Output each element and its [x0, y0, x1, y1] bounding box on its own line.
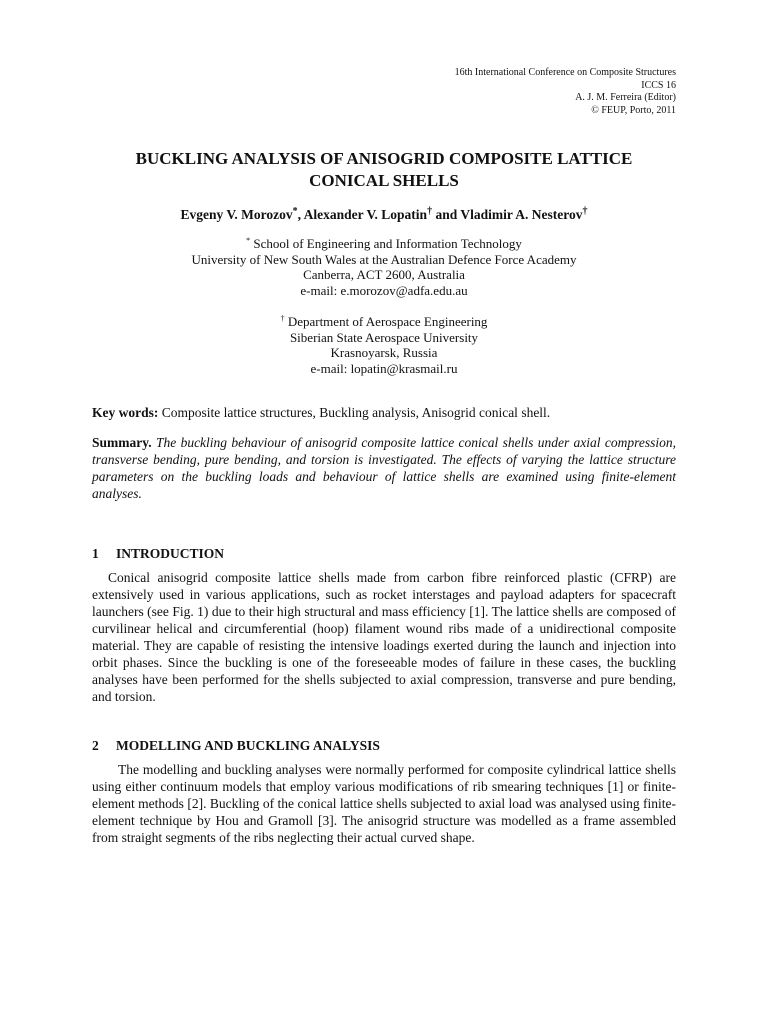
affiliation-sibsau-email: e-mail: lopatin@krasmail.ru — [310, 360, 458, 376]
keywords — [92, 404, 676, 421]
keywords-text: Composite lattice structures, Buckling analysis, Anisogrid conical shell. — [158, 405, 551, 420]
affiliation-unsw-line-1 — [92, 236, 676, 252]
section-heading-introduction — [92, 545, 676, 562]
summary-text: The buckling behaviour of anisogrid composite lattice conical shells under axial compression, transverse bending, pure bending, and torsion is investigated. The effects of varying the lattice structure parameters on the buckling loads and behaviour of lattice shells are examined using finite-element analyses. — [92, 435, 676, 501]
affiliation-sibsau — [92, 314, 676, 376]
author-nesterov-affiliation-mark: † — [582, 206, 588, 217]
affiliation-sibsau-line-1 — [92, 314, 676, 330]
modelling-paragraph: The modelling and buckling analyses were normally performed for composite cylindrical lattice shells using either continuum models that employ various modifications of rib smearing techniques [1] or finite-element methods [2]. Buckling of the conical lattice shells subjected to axial load was analysed using finite-element technique by Hou and Gramoll [3]. The anisogrid structure was modelled as a frame assembled from straight segments of the ribs neglecting their actual curved shape. — [92, 762, 676, 845]
section-number: 1 — [92, 546, 99, 561]
author-lopatin: , Alexander V. Lopatin — [297, 207, 428, 222]
author-lopatin-affiliation-mark: † — [427, 206, 433, 217]
affiliation-unsw — [92, 236, 676, 298]
conference-acronym: ICCS 16 — [641, 79, 676, 91]
affiliation-unsw-address: Canberra, ACT 2600, Australia — [303, 267, 465, 282]
author-morozov: Evgeny V. Morozov — [180, 207, 293, 222]
keywords-label: Key words: — [92, 405, 159, 420]
paper-title — [92, 148, 676, 192]
author-nesterov: and Vladimir A. Nesterov — [432, 207, 583, 222]
conference-header — [455, 67, 676, 117]
affiliation-sibsau-mark: † — [280, 314, 285, 323]
paper-title-line-2: CONICAL SHELLS — [309, 171, 459, 190]
summary-label: Summary. — [92, 435, 152, 450]
conference-name: 16th International Conference on Composite Structures — [454, 67, 676, 78]
affiliation-unsw-school: School of Engineering and Information Technology — [250, 236, 522, 251]
section-title: MODELLING AND BUCKLING ANALYSIS — [116, 738, 380, 753]
summary — [92, 434, 676, 502]
affiliation-unsw-mark: * — [246, 236, 251, 245]
introduction-paragraph: Conical anisogrid composite lattice shells made from carbon fibre reinforced plastic (CFRP) are extensively used in various applications, such as rocket interstages and payload adapters for spacecraft launchers (see Fig. 1) due to their high structural and mass efficiency [1]. The lattice shells are composed of curvilinear helical and circumferential (hoop) filament wound ribs made of a unidirectional composite material. They are capable of resisting the intensive loadings exerted during the launch and injection into orbit phases. Since the buckling is one of the foreseeable modes of failure in these cases, the buckling analyses have been performed for the shells subjected to axial compression, transverse and pure bending, and torsion. — [92, 570, 676, 704]
affiliation-unsw-university: University of New South Wales at the Australian Defence Force Academy — [191, 251, 577, 267]
author-list — [92, 206, 676, 224]
affiliation-sibsau-university: Siberian State Aerospace University — [289, 329, 479, 345]
conference-copyright: © FEUP, Porto, 2011 — [591, 104, 676, 116]
section-title: INTRODUCTION — [116, 546, 225, 561]
paper-title-line-1: BUCKLING ANALYSIS OF ANISOGRID COMPOSITE LATTICE — [135, 149, 633, 168]
affiliation-unsw-email: e-mail: e.morozov@adfa.edu.au — [300, 282, 468, 298]
affiliation-sibsau-address: Krasnoyarsk, Russia — [330, 345, 438, 360]
conference-editor: A. J. M. Ferreira (Editor) — [575, 92, 676, 103]
section-number: 2 — [92, 738, 99, 753]
section-heading-modelling — [92, 737, 676, 754]
affiliation-sibsau-department: Department of Aerospace Engineering — [284, 314, 488, 329]
author-morozov-affiliation-mark: * — [292, 206, 298, 217]
